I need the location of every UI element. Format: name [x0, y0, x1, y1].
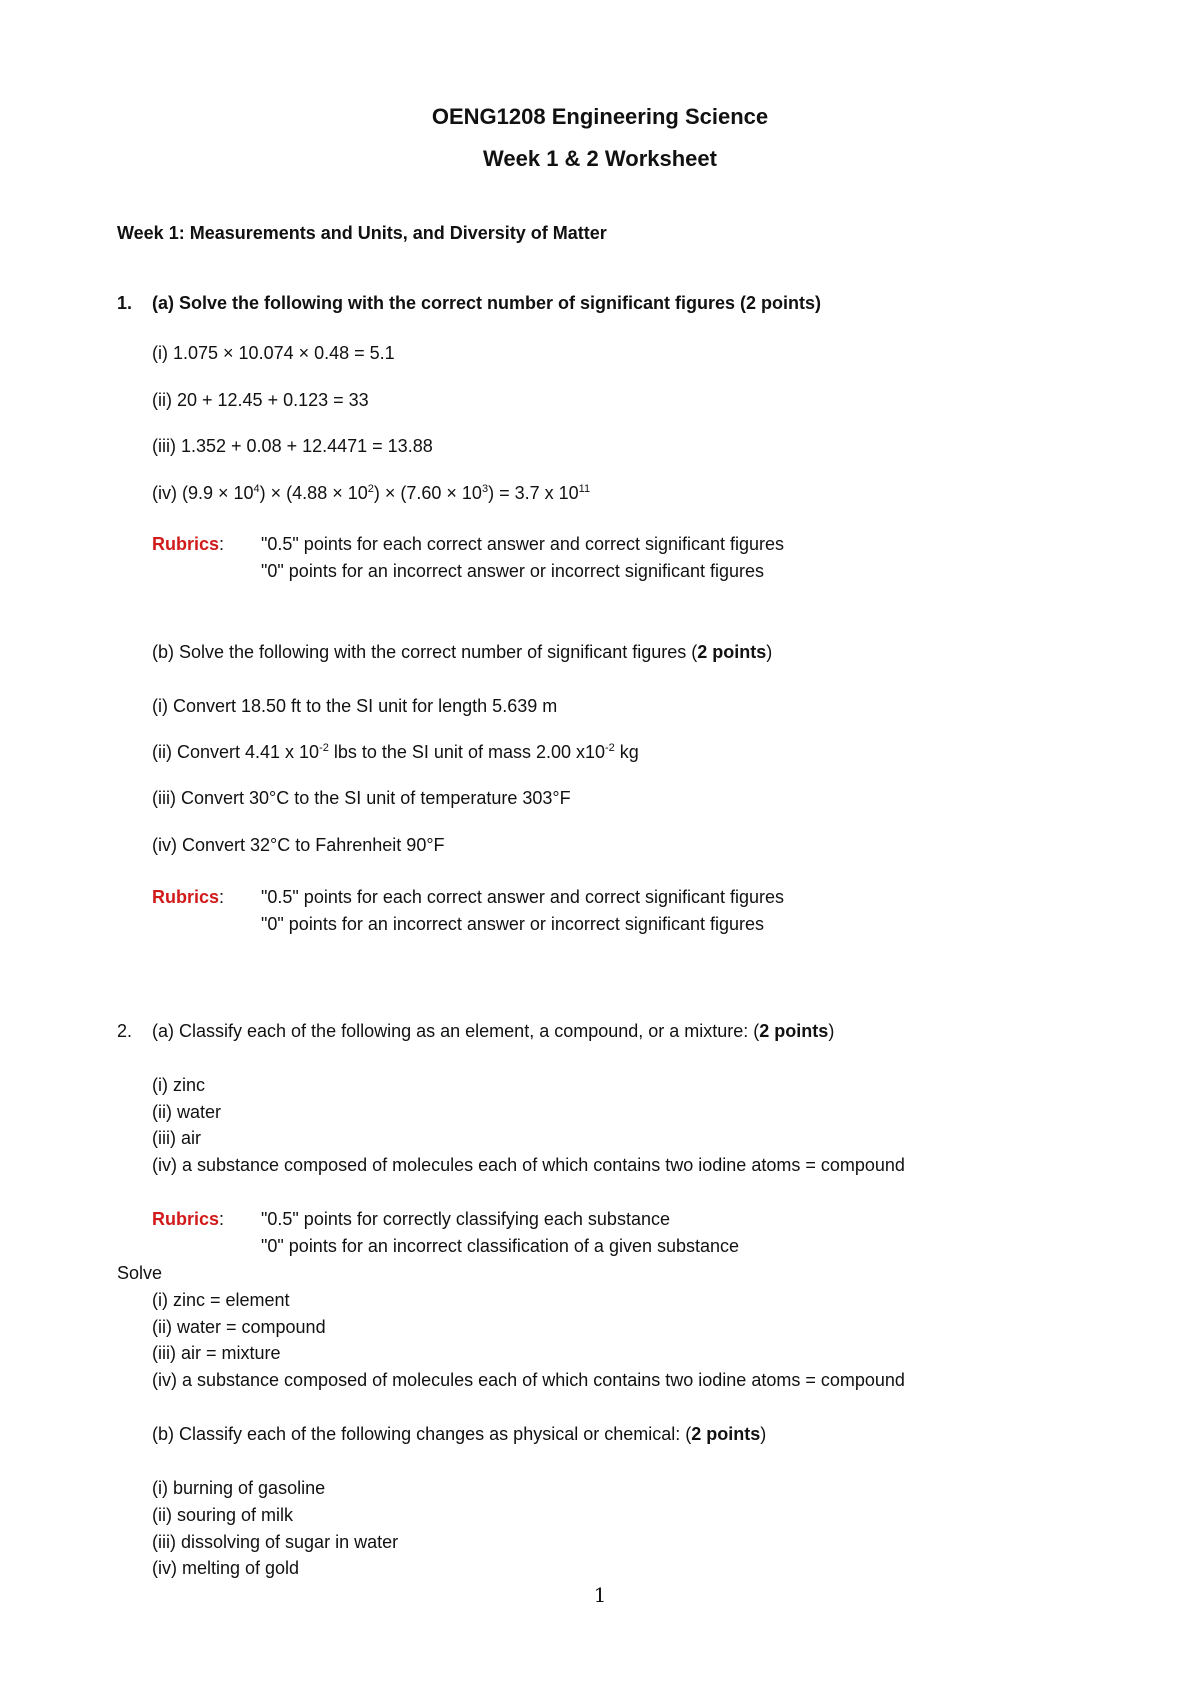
question-1a-item-i: (i) 1.075 × 10.074 × 0.48 = 5.1: [152, 343, 395, 363]
rubric-line: "0.5" points for each correct answer and correct significant figures: [261, 534, 785, 554]
question-2a-item: (iv) a substance composed of molecules each of which contains two iodine atoms = compound: [152, 1155, 905, 1175]
rubric-line: "0" points for an incorrect answer or incorrect significant figures: [261, 561, 764, 581]
solve-answer: (i) zinc = element: [152, 1290, 290, 1310]
solve-answer: (iv) a substance composed of molecules each of which contains two iodine atoms = compound: [152, 1370, 905, 1390]
question-2b-item: (iv) melting of gold: [152, 1558, 300, 1578]
rubric-line: "0.5" points for correctly classifying each substance: [261, 1209, 670, 1229]
question-1b-item-iv: (iv) Convert 32°C to Fahrenheit 90°F: [152, 835, 445, 855]
solve-answer: (ii) water = compound: [152, 1317, 326, 1337]
solve-label: Solve: [117, 1263, 163, 1283]
question-1-number: 1.: [117, 293, 133, 313]
question-1b-item-iii: (iii) Convert 30°C to the SI unit of temperature 303°F: [152, 788, 571, 808]
question-1a-prompt: (a) Solve the following with the correct number of significant figures (2 points): [152, 293, 822, 313]
question-2-number: 2.: [117, 1021, 133, 1041]
rubric-label: Rubrics:: [152, 534, 225, 554]
section-heading: Week 1: Measurements and Units, and Diversity of Matter: [117, 223, 607, 243]
question-2a-item: (iii) air: [152, 1128, 201, 1148]
rubric-label: Rubrics:: [152, 1209, 225, 1229]
question-2b-prompt: (b) Classify each of the following changes as physical or chemical: (2 points): [152, 1424, 767, 1444]
document-title: OENG1208 Engineering Science: [431, 104, 769, 129]
question-2b-item: (i) burning of gasoline: [152, 1478, 326, 1498]
question-2a-prompt: (a) Classify each of the following as an element, a compound, or a mixture: (2 points): [152, 1021, 835, 1041]
solve-answer: (iii) air = mixture: [152, 1343, 281, 1363]
question-1b-prompt: (b) Solve the following with the correct number of significant figures (2 points): [152, 642, 773, 662]
rubric-line: "0.5" points for each correct answer and correct significant figures: [261, 887, 785, 907]
rubric-label: Rubrics:: [152, 887, 225, 907]
document-subtitle: Week 1 & 2 Worksheet: [483, 146, 717, 171]
question-2b-item: (ii) souring of milk: [152, 1505, 294, 1525]
question-1a-item-ii: (ii) 20 + 12.45 + 0.123 = 33: [152, 390, 369, 410]
question-2a-item: (ii) water: [152, 1102, 222, 1122]
page-number: 1: [593, 1583, 607, 1607]
rubric-line: "0" points for an incorrect answer or incorrect significant figures: [261, 914, 764, 934]
question-1a-item-iv: (iv) $(9.9 \times 10^4) \times (4.88 \times 10^2) \times (7.60 \times 10^3) = 3.7$ x $10^{11}$: [152, 483, 591, 503]
question-1b-item-i: (i) Convert 18.50 ft to the SI unit for length 5.639 m: [152, 696, 558, 716]
rubric-line: "0" points for an incorrect classification of a given substance: [261, 1236, 740, 1256]
question-1b-item-ii: (ii) Convert 4.41 x $10^{-2}$ lbs to the SI unit of mass 2.00 $x10^{-2}$ kg: [152, 742, 639, 762]
question-2b-item: (iii) dissolving of sugar in water: [152, 1532, 399, 1552]
question-1a-item-iii: (iii) 1.352 + 0.08 + 12.4471 = 13.88: [152, 436, 433, 456]
question-2a-item: (i) zinc: [152, 1075, 205, 1095]
